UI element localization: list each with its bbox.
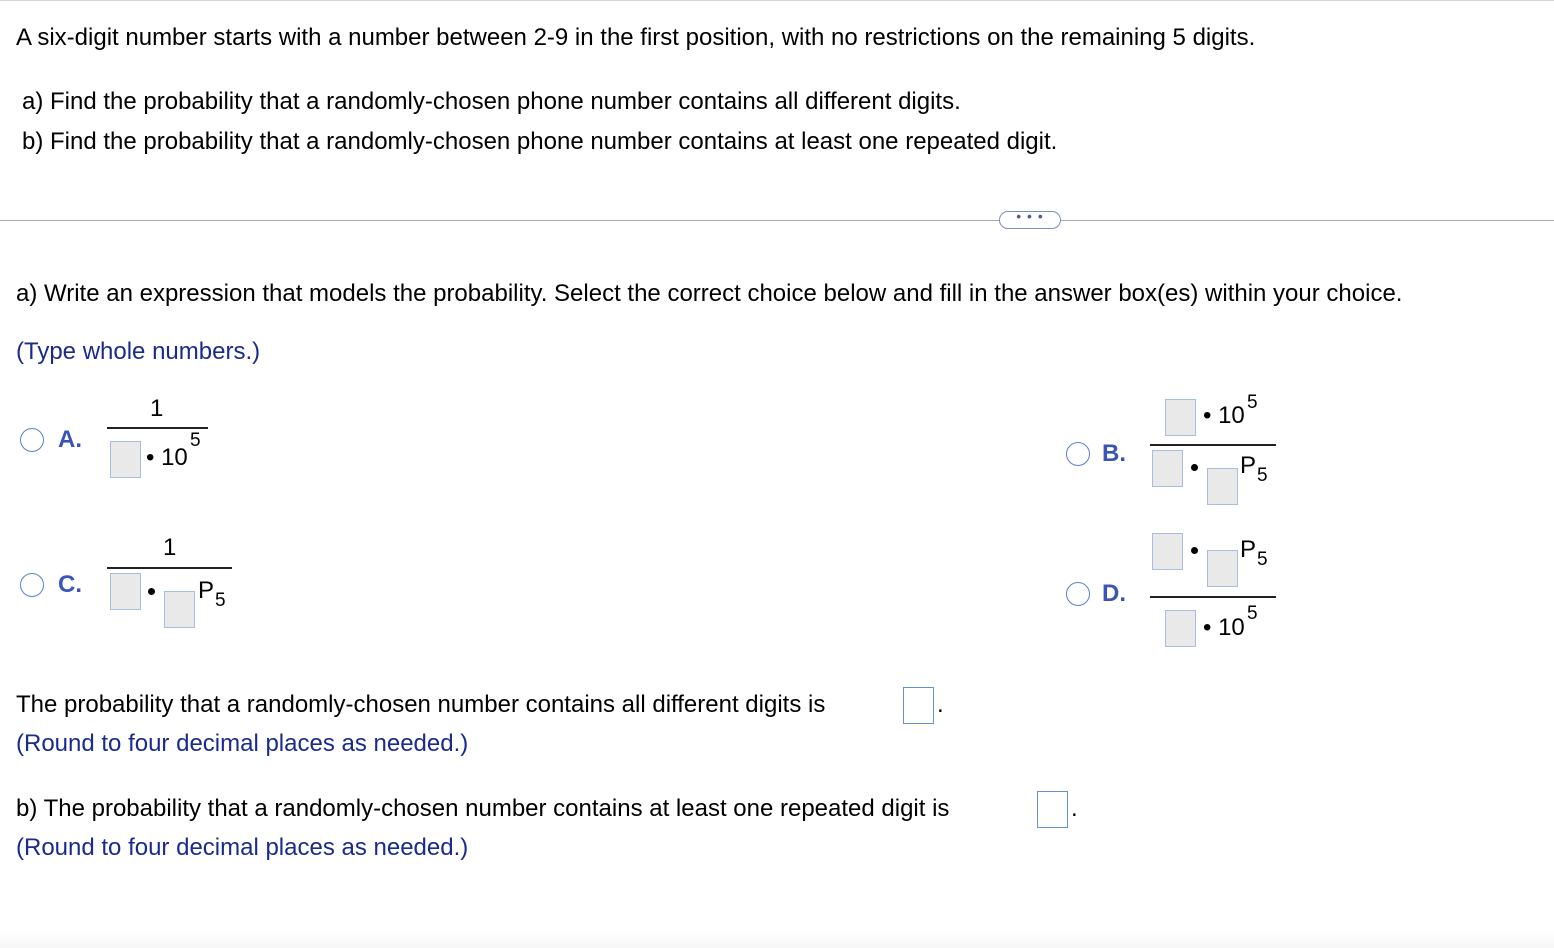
choice-a-numerator: 1 [150,395,164,422]
choice-b-numerator-exponent: 5 [1247,392,1258,413]
choice-b-radio[interactable] [1066,442,1090,466]
choice-b-denominator-p: P [1240,452,1257,479]
choice-c-input-box-1[interactable] [110,573,141,610]
step-a-hint: (Type whole numbers.) [16,338,261,365]
choice-d-numerator-box-2[interactable] [1207,550,1238,587]
answer-a-input[interactable] [903,687,934,724]
choice-b-numerator-base: • 10 [1203,402,1245,429]
choice-d-multiply-dot [1191,547,1198,554]
choice-a-exponent: 5 [190,430,201,451]
choice-d-numerator-p: P [1240,536,1257,563]
choice-c-subscript: 5 [215,590,226,611]
choice-a-radio[interactable] [20,428,44,452]
answer-a-period: . [937,691,944,718]
choice-a-fraction-bar [107,427,208,429]
question-intro: A six-digit number starts with a number between 2-9 in the first position, with no restrictions on the remaining 5 digits. [16,24,1256,51]
choice-d-denominator-exponent: 5 [1247,603,1258,624]
choice-d-denominator-base: • 10 [1203,614,1245,641]
choice-d-letter: D. [1102,580,1126,607]
answer-a-text: The probability that a randomly-chosen number contains all different digits is [16,691,826,718]
choice-b-denominator-box-2[interactable] [1207,468,1238,505]
choice-c-p: P [198,577,215,604]
answer-a-hint: (Round to four decimal places as needed.) [16,730,469,757]
choice-d-numerator-box-1[interactable] [1152,533,1183,570]
bottom-edge [0,930,1554,948]
choice-d-denominator-box[interactable] [1165,610,1196,647]
choice-d-radio[interactable] [1066,582,1090,606]
choice-a-input-box[interactable] [110,441,141,478]
answer-b-period: . [1071,795,1078,822]
step-a-instruction: a) Write an expression that models the probability. Select the correct choice below and fill in the answer box(es) within your choice. [16,280,1403,307]
choice-c-numerator: 1 [163,534,177,561]
question-part-a: a) Find the probability that a randomly-chosen phone number contains all different digits. [22,88,961,115]
choice-a-base: • 10 [146,444,188,471]
more-options-button[interactable]: • • • [999,211,1061,229]
choice-c-letter: C. [58,571,82,598]
choice-b-denominator-box-1[interactable] [1152,450,1183,487]
choice-b-denominator-subscript: 5 [1257,465,1268,486]
choice-d-numerator-subscript: 5 [1257,549,1268,570]
top-border [0,0,1554,1]
choice-b-multiply-dot [1191,464,1198,471]
choice-c-multiply-dot [148,588,155,595]
choice-b-numerator-box[interactable] [1165,399,1196,436]
choice-c-input-box-2[interactable] [164,591,195,628]
choice-c-fraction-bar [107,567,232,569]
answer-b-text: b) The probability that a randomly-chosen number contains at least one repeated digit is [16,795,950,822]
question-part-b: b) Find the probability that a randomly-chosen phone number contains at least one repeated digit. [22,128,1058,155]
answer-b-hint: (Round to four decimal places as needed.) [16,834,469,861]
section-divider [0,220,1554,221]
choice-d-fraction-bar [1150,596,1276,598]
answer-b-input[interactable] [1037,791,1068,828]
choice-b-letter: B. [1102,440,1126,467]
choice-a-letter: A. [58,426,82,453]
choice-c-radio[interactable] [20,573,44,597]
choice-b-fraction-bar [1150,444,1276,446]
